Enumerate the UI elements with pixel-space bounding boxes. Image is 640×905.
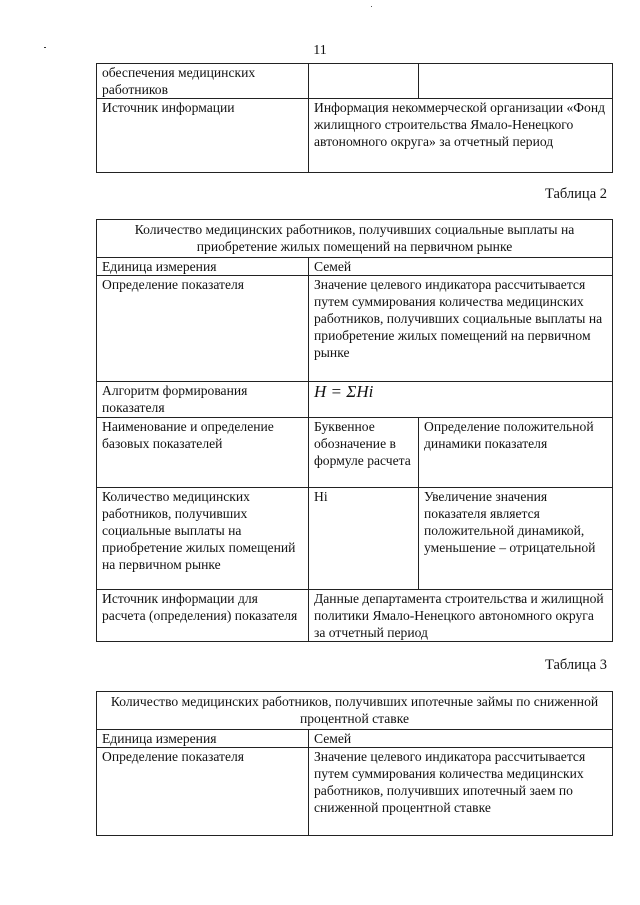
- definition-value: Значение целевого индикатора рассчитывается путем суммирования количества медицинских работников, получивших ипотечный заем по сниженной процентной ставке: [309, 748, 613, 836]
- table-row: [97, 748, 613, 836]
- algorithm-formula: [309, 382, 613, 418]
- definition-label: Определение показателя: [97, 748, 309, 836]
- table-row: [97, 220, 613, 258]
- base-symbol-header: Буквенное обозначение в формуле расчета: [309, 418, 419, 488]
- table-row: [97, 64, 613, 99]
- empty-cell: [419, 64, 613, 99]
- row-label: Источник информации: [97, 99, 309, 173]
- table-row: [97, 258, 613, 276]
- definition-label: Определение показателя: [97, 276, 309, 382]
- table2-caption: Таблица 2: [544, 186, 607, 202]
- definition-value: Значение целевого индикатора рассчитывается путем суммирования количества медицинских работников, получивших социальные выплаты на приобретение жилых помещений на первичном рынке: [309, 276, 613, 382]
- indicator-dynamics: Увеличение значения показателя является положительной динамикой, уменьшение – отрицательной: [419, 488, 613, 590]
- continued-table: [96, 63, 613, 173]
- base-dynamics-header: Определение положительной динамики показателя: [419, 418, 613, 488]
- indicator-symbol: Hi: [309, 488, 419, 590]
- table-row: [97, 99, 613, 173]
- row-value: Информация некоммерческой организации «Фонд жилищного строительства Ямало-Ненецкого автономного округа» за отчетный период: [309, 99, 613, 173]
- unit-value: Семей: [309, 730, 613, 748]
- base-label: Наименование и определение базовых показателей: [97, 418, 309, 488]
- unit-label: Единица измерения: [97, 730, 309, 748]
- row-label: обеспечения медицинских работников: [97, 64, 309, 99]
- formula-text: H = ΣHi: [314, 382, 374, 401]
- empty-cell: [309, 64, 419, 99]
- source-value: Данные департамента строительства и жилищной политики Ямало-Ненецкого автономного округа за отчетный период: [309, 590, 613, 642]
- table-row: [97, 730, 613, 748]
- table-row: [97, 276, 613, 382]
- table3: [96, 691, 613, 836]
- page-number: 11: [313, 43, 327, 58]
- table-row: [97, 418, 613, 488]
- scan-speck: [371, 6, 372, 7]
- algorithm-label: Алгоритм формирования показателя: [97, 382, 309, 418]
- indicator-label: Количество медицинских работников, получивших социальные выплаты на приобретение жилых помещений на первичном рынке: [97, 488, 309, 590]
- table-row: [97, 382, 613, 418]
- source-label: Источник информации для расчета (определения) показателя: [97, 590, 309, 642]
- table3-caption: Таблица 3: [544, 657, 607, 673]
- table3-title: Количество медицинских работников, получивших ипотечные займы по сниженной процентной ставке: [97, 692, 613, 730]
- unit-value: Семей: [309, 258, 613, 276]
- table2-title: Количество медицинских работников, получивших социальные выплаты на приобретение жилых помещений на первичном рынке: [97, 220, 613, 258]
- table-row: [97, 692, 613, 730]
- table-row: [97, 488, 613, 590]
- table2: [96, 219, 613, 642]
- unit-label: Единица измерения: [97, 258, 309, 276]
- table-row: [97, 590, 613, 642]
